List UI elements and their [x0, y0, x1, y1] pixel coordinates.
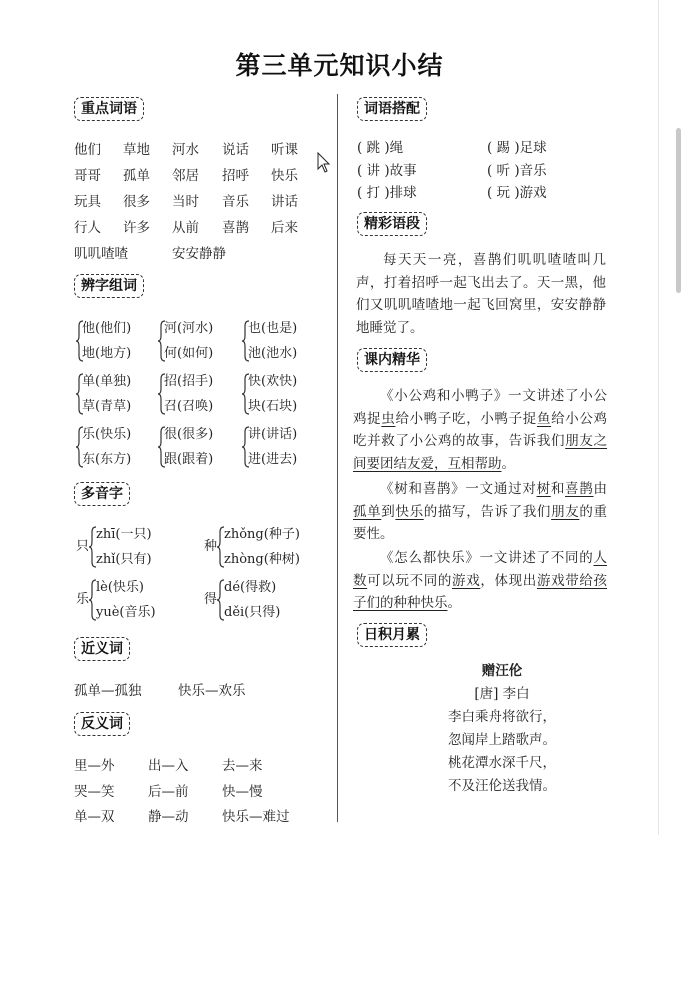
char-group-item: 东(东方) — [82, 452, 132, 467]
section-tag-synonyms: 近义词 — [74, 637, 130, 661]
polyphone-reading: zhī(一只) — [96, 527, 152, 542]
char-group-item: 何(如何) — [164, 346, 214, 361]
text: 到 — [381, 503, 396, 520]
poem-line: 不及汪伦送我情。 — [448, 778, 556, 794]
poem-line: 李白乘舟将欲行， — [448, 709, 556, 725]
underlined-text: 树 — [536, 481, 551, 497]
polyphone-char: 乐 — [76, 592, 90, 607]
section-tag-char-groups: 辨字组词 — [74, 274, 144, 298]
poem — [352, 660, 652, 798]
polyphone-reading: děi(只得) — [224, 605, 281, 620]
page-edge — [658, 0, 659, 835]
underlined-text: 游戏带给孩子们的种种快乐 — [353, 572, 608, 611]
word: 他们 — [74, 142, 101, 158]
section-tag-essence: 课内精华 — [357, 348, 427, 372]
poem-line: 忽闻岸上踏歌声。 — [448, 732, 556, 748]
word: 说话 — [222, 142, 249, 158]
text: 的重要性。 — [353, 503, 608, 542]
collocation-item: ( 踢 )足球 — [487, 140, 547, 156]
underlined-text: 人数 — [353, 550, 607, 589]
char-group-item: 草(青草) — [82, 399, 132, 414]
antonym-pair: 快—慢 — [222, 784, 263, 800]
char-group-item: 单(单独) — [82, 374, 132, 389]
word: 从前 — [172, 220, 199, 236]
collocation-item: ( 打 )排球 — [357, 185, 417, 201]
antonym-pair: 快乐—难过 — [222, 809, 290, 825]
section-tag-accumulate: 日积月累 — [357, 623, 427, 647]
char-group-item: 块(石块) — [248, 399, 298, 414]
polyphone-char: 只 — [76, 539, 90, 554]
poem-title: 赠汪伦 — [481, 663, 523, 679]
text: 《树和喜鹊》一文通过对 — [380, 481, 537, 497]
text: 可以玩不同的 — [367, 572, 453, 589]
word: 行人 — [74, 220, 101, 236]
underlined-text: 快乐 — [395, 503, 424, 520]
word: 快乐 — [271, 168, 298, 184]
antonym-pair: 单—双 — [74, 809, 115, 825]
underlined-text: 喜鹊 — [565, 481, 594, 497]
section-tag-polyphones: 多音字 — [74, 482, 130, 506]
text: 给小鸭子吃，小鸭子捉 — [395, 410, 537, 427]
char-group-item: 乐(快乐) — [82, 427, 132, 442]
polyphone-reading: zhǒng(种子) — [224, 527, 300, 542]
word: 很多 — [123, 194, 150, 210]
polyphone-reading: zhǐ(只有) — [96, 552, 152, 567]
polyphone-char: 得 — [204, 592, 218, 607]
underlined-text: 鱼 — [536, 410, 552, 427]
char-group-item: 召(召唤) — [164, 399, 214, 414]
text: 《小公鸡和小鸭子》一文讲述了小公鸡捉 — [353, 388, 607, 427]
word: 后来 — [271, 220, 298, 236]
word: 招呼 — [222, 168, 249, 184]
text: 的描写，告诉了我们 — [423, 503, 552, 520]
essence-paragraph-2 — [353, 478, 607, 546]
char-group-item: 池(池水) — [248, 346, 298, 361]
essence-paragraph-3 — [353, 547, 607, 615]
antonym-pair: 去—来 — [222, 758, 263, 774]
word: 许多 — [123, 220, 150, 236]
word: 玩具 — [74, 194, 101, 210]
polyphone-reading: dé(得救) — [224, 580, 277, 595]
collocation-item: ( 玩 )游戏 — [487, 185, 547, 201]
synonym-pair: 孤单—孤独 — [74, 683, 142, 699]
word: 孤单 — [123, 168, 150, 184]
word: 喜鹊 — [222, 220, 249, 236]
char-group-item: 讲(讲话) — [248, 427, 298, 442]
antonym-pair: 里—外 — [74, 758, 115, 774]
word: 安安静静 — [172, 246, 226, 262]
char-group-item: 进(进去) — [248, 452, 298, 467]
text: ，体现出 — [480, 572, 537, 589]
word: 邻居 — [172, 168, 199, 184]
char-group-item: 招(招手) — [164, 374, 214, 389]
collocation-item: ( 讲 )故事 — [357, 163, 417, 179]
char-group-item: 地(地方) — [82, 346, 132, 361]
char-group-item: 跟(跟着) — [164, 452, 214, 467]
char-group-item: 河(河水) — [164, 321, 214, 336]
section-tag-key-words: 重点词语 — [74, 97, 144, 121]
word: 叽叽喳喳 — [74, 246, 128, 262]
word: 听课 — [271, 142, 298, 158]
column-divider — [337, 94, 338, 822]
antonym-pair: 哭—笑 — [74, 784, 115, 800]
section-tag-antonyms: 反义词 — [74, 712, 130, 736]
underlined-text: 朋友之间要团结友爱，互相帮助 — [353, 433, 608, 472]
text: 和 — [550, 481, 566, 497]
collocation-item: ( 跳 )绳 — [357, 140, 404, 156]
poem-line: 桃花潭水深千尺， — [448, 755, 556, 771]
char-group-item: 也(也是) — [248, 321, 298, 336]
char-group-item: 快(欢快) — [248, 374, 298, 389]
polyphone-char: 种 — [204, 539, 218, 554]
word: 草地 — [123, 142, 150, 158]
word: 当时 — [172, 194, 199, 210]
antonym-pair: 后—前 — [148, 784, 189, 800]
wonderful-paragraph: 每天天一亮，喜鹊们叽叽喳喳叫几声，打着招呼一起飞出去了。天一黑，他们又叽叽喳喳地一起飞回窝里，安安静静地睡觉了。 — [356, 252, 606, 336]
mouse-cursor-icon — [317, 152, 331, 174]
poem-author: [唐] 李白 — [474, 686, 530, 702]
polyphone-reading: zhòng(种树) — [224, 552, 300, 567]
text: 。 — [501, 455, 515, 472]
word: 音乐 — [222, 194, 249, 210]
polyphone-reading: lè(快乐) — [96, 580, 144, 595]
text: 。 — [447, 595, 461, 611]
word: 讲话 — [271, 194, 298, 210]
collocation-item: ( 听 )音乐 — [487, 163, 547, 179]
section-tag-wonderful: 精彩语段 — [357, 212, 427, 236]
antonym-pair: 出—入 — [148, 758, 189, 774]
scrollbar[interactable] — [676, 128, 681, 293]
antonym-pair: 静—动 — [148, 809, 189, 825]
section-tag-collocation: 词语搭配 — [357, 97, 427, 121]
polyphone-reading: yuè(音乐) — [96, 605, 156, 620]
char-group-item: 他(他们) — [82, 321, 132, 336]
text: 《怎么都快乐》一文讲述了不同的 — [380, 550, 594, 566]
underlined-text: 孤单 — [353, 503, 382, 520]
essence-paragraph-1 — [353, 385, 607, 475]
word: 河水 — [172, 142, 199, 158]
char-group-item: 很(很多) — [164, 427, 214, 442]
underlined-text: 虫 — [381, 410, 396, 427]
underlined-text: 朋友 — [551, 503, 580, 520]
synonym-pair: 快乐—欢乐 — [178, 683, 246, 699]
text: 给小公鸡吃并救了小公鸡的故事，告诉我们 — [353, 410, 608, 449]
page-title: 第三单元知识小结 — [235, 51, 444, 80]
underlined-text: 游戏 — [452, 572, 481, 589]
word: 哥哥 — [74, 168, 101, 184]
text: 由 — [593, 481, 608, 497]
